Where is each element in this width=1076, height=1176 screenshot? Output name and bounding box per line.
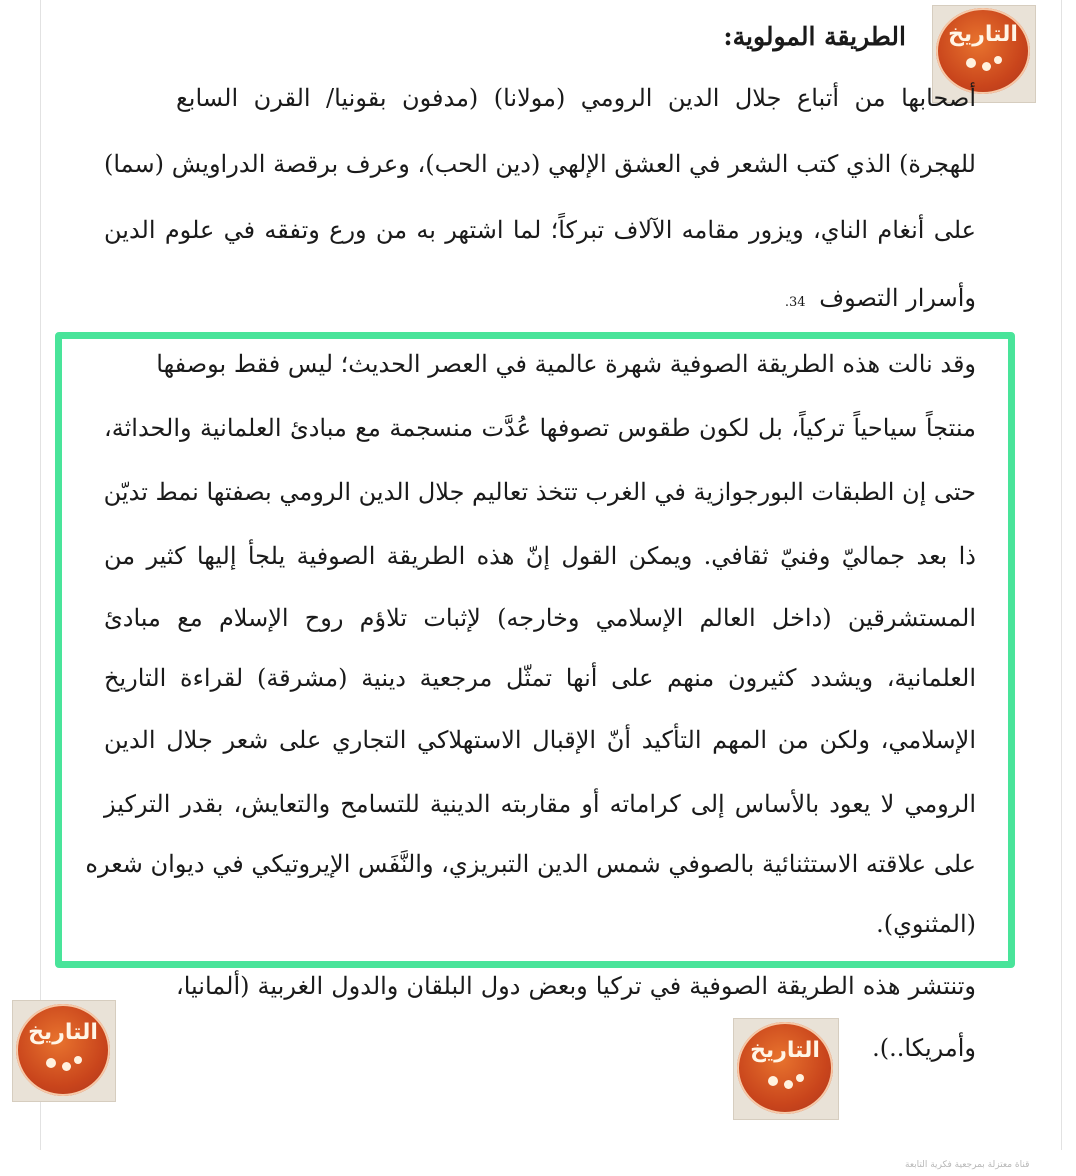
- paragraph-line: على أنغام الناي، ويزور مقامه الآلاف تبركاً؛ لما اشتهر به من ورع وتفقه في علوم الدين: [104, 216, 977, 244]
- history-seal-logo-top: [936, 8, 1030, 94]
- highlighted-line: العلمانية، ويشدد كثيرون منهم على أنها تمثّل مرجعية دينية (مشرقة) لقراءة التاريخ: [104, 664, 976, 692]
- highlighted-line: حتى إن الطبقات البورجوازية في الغرب تتخذ تعاليم جلال الدين الرومي بصفتها نمط تديّن: [103, 478, 976, 506]
- seal-dot: [982, 62, 991, 71]
- seal-dot: [966, 58, 976, 68]
- highlighted-line: الرومي لا يعود بالأساس إلى كراماته أو مقاربته الدينية للتسامح والتعايش، بقدر التركيز: [104, 790, 976, 818]
- highlighted-line: ذا بعد جماليّ وفنيّ ثقافي. ويمكن القول إنّ هذه الطريقة الصوفية يلجأ إليها كثير من: [104, 542, 976, 570]
- highlighted-line: المستشرقين (داخل العالم الإسلامي وخارجه) لإثبات تلاؤم روح الإسلام مع مبادئ: [104, 604, 976, 632]
- highlighted-line: وقد نالت هذه الطريقة الصوفية شهرة عالمية في العصر الحديث؛ ليس فقط بوصفها: [156, 350, 976, 378]
- seal-text: التاريخ: [28, 1020, 98, 1045]
- seal-dot: [62, 1062, 71, 1071]
- seal-dot: [74, 1056, 82, 1064]
- paragraph-text: وأسرار التصوف: [819, 284, 976, 312]
- paragraph-line-last: وأمريكا..).: [872, 1034, 976, 1062]
- paragraph-line: وتنتشر هذه الطريقة الصوفية في تركيا وبعض دول البلقان والدول الغربية (ألمانيا،: [176, 972, 976, 1000]
- paragraph-line: للهجرة) الذي كتب الشعر في العشق الإلهي (دين الحب)، وعرف برقصة الدراويش (سما): [104, 150, 976, 178]
- footnote-marker: 34.: [784, 295, 806, 310]
- highlighted-line: على علاقته الاستثنائية بالصوفي شمس الدين التبريزي، والنَّفَس الإيروتيكي في ديوان شعره: [85, 850, 976, 878]
- seal-dot: [796, 1074, 804, 1082]
- highlighted-line: منتجاً سياحياً تركياً، بل لكون طقوس تصوفها عُدَّت منسجمة مع مبادئ العلمانية والحداثة،: [104, 414, 976, 442]
- seal-dot: [784, 1080, 793, 1089]
- seal-dot: [768, 1076, 778, 1086]
- paragraph-line: أصحابها من أتباع جلال الدين الرومي (مولانا) (مدفون بقونيا/ القرن السابع: [176, 84, 976, 112]
- seal-dot: [46, 1058, 56, 1068]
- seal-text: التاريخ: [750, 1038, 820, 1063]
- highlighted-line: الإسلامي، ولكن من المهم التأكيد أنّ الإقبال الاستهلاكي التجاري على شعر جلال الدين: [104, 726, 976, 754]
- history-seal-logo-bottom-left: [16, 1004, 110, 1096]
- paragraph-line-last: [104, 284, 976, 312]
- footer-watermark-text: قناة معتزلة بمرجعية فكرية التابعة: [905, 1160, 1030, 1170]
- seal-dot: [994, 56, 1002, 64]
- section-heading: الطريقة المولوية:: [723, 22, 906, 51]
- history-seal-logo-bottom-center: [737, 1022, 833, 1114]
- seal-text: التاريخ: [948, 22, 1018, 47]
- highlighted-line-last: (المثنوي).: [876, 910, 976, 938]
